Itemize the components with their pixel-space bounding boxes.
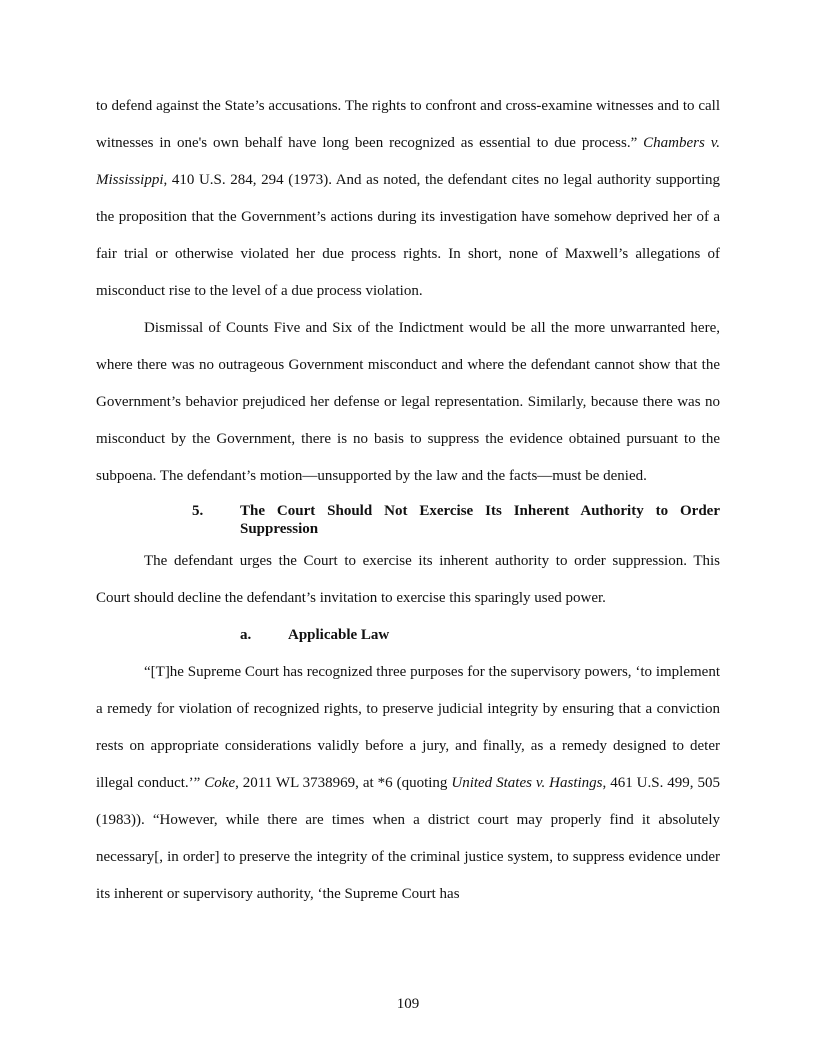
paragraph-text: , 2011 WL 3738969, at *6 (quoting <box>235 775 452 791</box>
case-citation: United States v. Hastings <box>451 775 603 791</box>
page-number: 109 <box>396 996 420 1012</box>
case-citation: Chambers v. Mississippi <box>96 135 720 188</box>
paragraph-text: , 410 U.S. 284, 294 (1973). And as noted, the defendant cites no legal authority supporting the proposition that the Government’s actions during its investigation have somehow deprived her of a fair trial or otherwise violated her due process rights. In short, none of Maxwell’s allegations of misconduct rise to the level of a due process violation. <box>96 172 720 299</box>
document-body <box>96 88 720 913</box>
paragraph-text: , 461 U.S. 499, 505 (1983)). “However, while there are times when a district court may properly find it absolutely necessary[, in order] to preserve the integrity of the criminal justice system, to suppress evidence under its inherent or supervisory authority, ‘the Supreme Court has <box>96 775 720 902</box>
subsection-title: Applicable Law <box>288 627 390 643</box>
subsection-heading-a <box>96 617 720 654</box>
paragraph-dismissal: Dismissal of Counts Five and Six of the Indictment would be all the more unwarranted here, where there was no outrageous Government misconduct and where the defendant cannot show that the Government’s behavior prejudiced her defense or legal representation. Similarly, because there was no misconduct by the Government, there is no basis to suppress the evidence obtained pursuant to the subpoena. The defendant’s motion—unsupported by the law and the facts—must be denied. <box>96 320 720 484</box>
section-title: The Court Should Not Exercise Its Inherent Authority to Order Suppression <box>240 503 720 537</box>
paragraph-due-process <box>96 88 720 310</box>
section-heading-5 <box>96 502 720 538</box>
paragraph-text: to defend against the State’s accusations. The rights to confront and cross-examine witnesses and to call witnesses in one's own behalf have long been recognized as essential to due process.” <box>96 98 720 151</box>
paragraph-text: “[T]he Supreme Court has recognized three purposes for the supervisory powers, ‘to implement a remedy for violation of recognized rights, to preserve judicial integrity by ensuring that a conviction rests on appropriate considerations validly before a jury, and finally, as a remedy designed to deter illegal conduct.’” <box>96 664 720 791</box>
paragraph-applicable-law <box>96 654 720 913</box>
paragraph-inherent-authority: The defendant urges the Court to exercise its inherent authority to order suppression. This Court should decline the defendant’s invitation to exercise this sparingly used power. <box>96 553 720 606</box>
subsection-number: a. <box>240 627 252 643</box>
section-number: 5. <box>192 503 204 519</box>
case-citation: Coke <box>204 775 236 791</box>
